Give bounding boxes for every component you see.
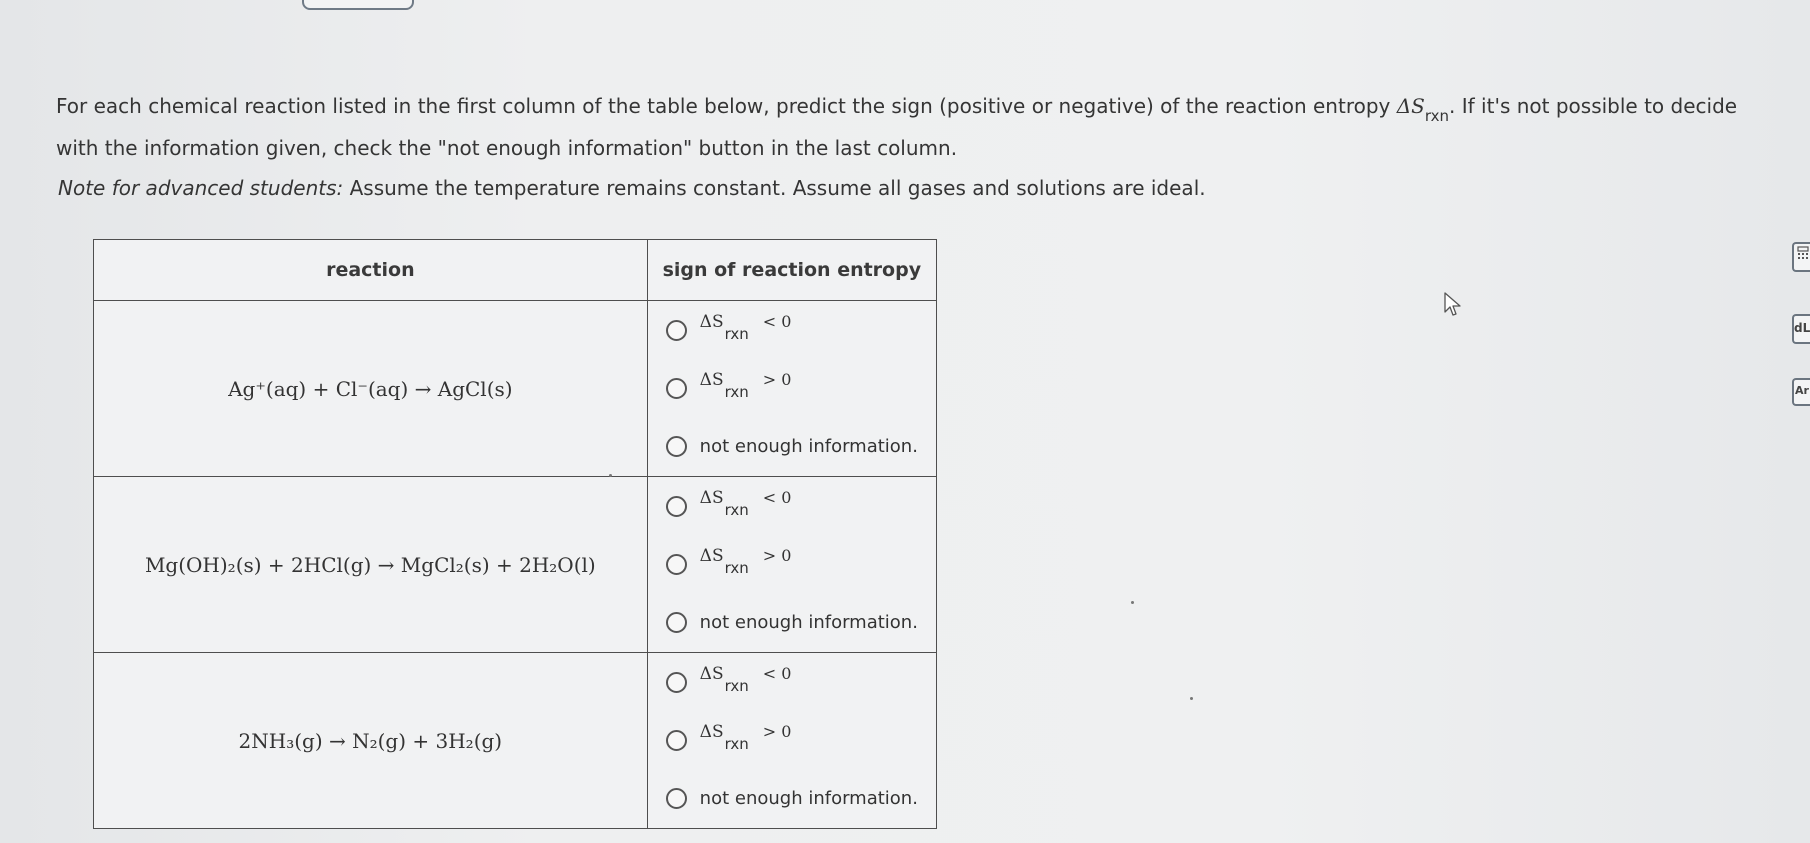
option-positive[interactable] — [648, 535, 936, 593]
header-sign: sign of reaction entropy — [647, 240, 936, 301]
reaction-equation: 2NH₃(g) → N₂(g) + 3H₂(g) — [94, 653, 648, 829]
option-label: not enough information. — [699, 435, 918, 457]
note-text: Assume the temperature remains constant. Assume all gases and solutions are ideal. — [343, 176, 1206, 200]
table-row — [94, 477, 937, 653]
delta-s-label: ΔSrxn< 0 — [699, 312, 792, 343]
delta-s-label: ΔSrxn> 0 — [699, 370, 792, 401]
reaction-table — [93, 239, 937, 829]
prompt-text-end: . If it's not possible to decide with the information given, check the "not enough information" button in the last column. — [56, 94, 1738, 160]
stray-mark — [1131, 601, 1134, 604]
option-negative[interactable] — [648, 301, 936, 359]
top-tab-button[interactable] — [302, 0, 414, 10]
radio-button[interactable] — [666, 730, 687, 751]
delta-s-label: ΔSrxn> 0 — [699, 546, 792, 577]
header-reaction: reaction — [94, 240, 648, 301]
option-not-enough-info[interactable] — [648, 417, 936, 475]
table-row — [94, 653, 937, 829]
delta-s-label: ΔSrxn> 0 — [699, 722, 792, 753]
mouse-cursor-icon — [1443, 292, 1463, 318]
radio-button[interactable] — [666, 320, 687, 341]
option-label: not enough information. — [699, 611, 918, 633]
option-positive[interactable] — [648, 711, 936, 769]
radio-button[interactable] — [666, 436, 687, 457]
calculator-icon[interactable] — [1792, 242, 1810, 272]
option-label: not enough information. — [699, 787, 918, 809]
option-positive[interactable] — [648, 359, 936, 417]
entropy-symbol: $\Delta S_{rxn}$ — [1396, 94, 1450, 125]
option-group — [647, 301, 936, 477]
prompt-text-start: For each chemical reaction listed in the first column of the table below, predict the sign (positive or negative) of the reaction entropy — [56, 94, 1397, 118]
option-group — [647, 653, 936, 829]
radio-button[interactable] — [666, 788, 687, 809]
advanced-note — [58, 176, 1206, 200]
table-row — [94, 301, 937, 477]
radio-button[interactable] — [666, 612, 687, 633]
stray-mark — [609, 474, 612, 477]
chart-icon[interactable]: dL — [1792, 314, 1810, 344]
note-label: Note for advanced students: — [58, 176, 344, 200]
calculator-glyph — [1795, 244, 1809, 264]
radio-button[interactable] — [666, 378, 687, 399]
reaction-equation: Mg(OH)₂(s) + 2HCl(g) → MgCl₂(s) + 2H₂O(l) — [94, 477, 648, 653]
delta-s-label: ΔSrxn< 0 — [699, 664, 792, 695]
periodic-table-icon[interactable]: Ar — [1792, 378, 1810, 406]
option-negative[interactable] — [648, 477, 936, 535]
radio-button[interactable] — [666, 554, 687, 575]
radio-button[interactable] — [666, 496, 687, 517]
radio-button[interactable] — [666, 672, 687, 693]
option-not-enough-info[interactable] — [648, 593, 936, 651]
option-not-enough-info[interactable] — [648, 769, 936, 827]
stray-mark — [1190, 697, 1193, 700]
question-prompt — [56, 86, 1756, 168]
option-negative[interactable] — [648, 653, 936, 711]
reaction-equation: Ag⁺(aq) + Cl⁻(aq) → AgCl(s) — [94, 301, 648, 477]
delta-s-label: ΔSrxn< 0 — [699, 488, 792, 519]
option-group — [647, 477, 936, 653]
